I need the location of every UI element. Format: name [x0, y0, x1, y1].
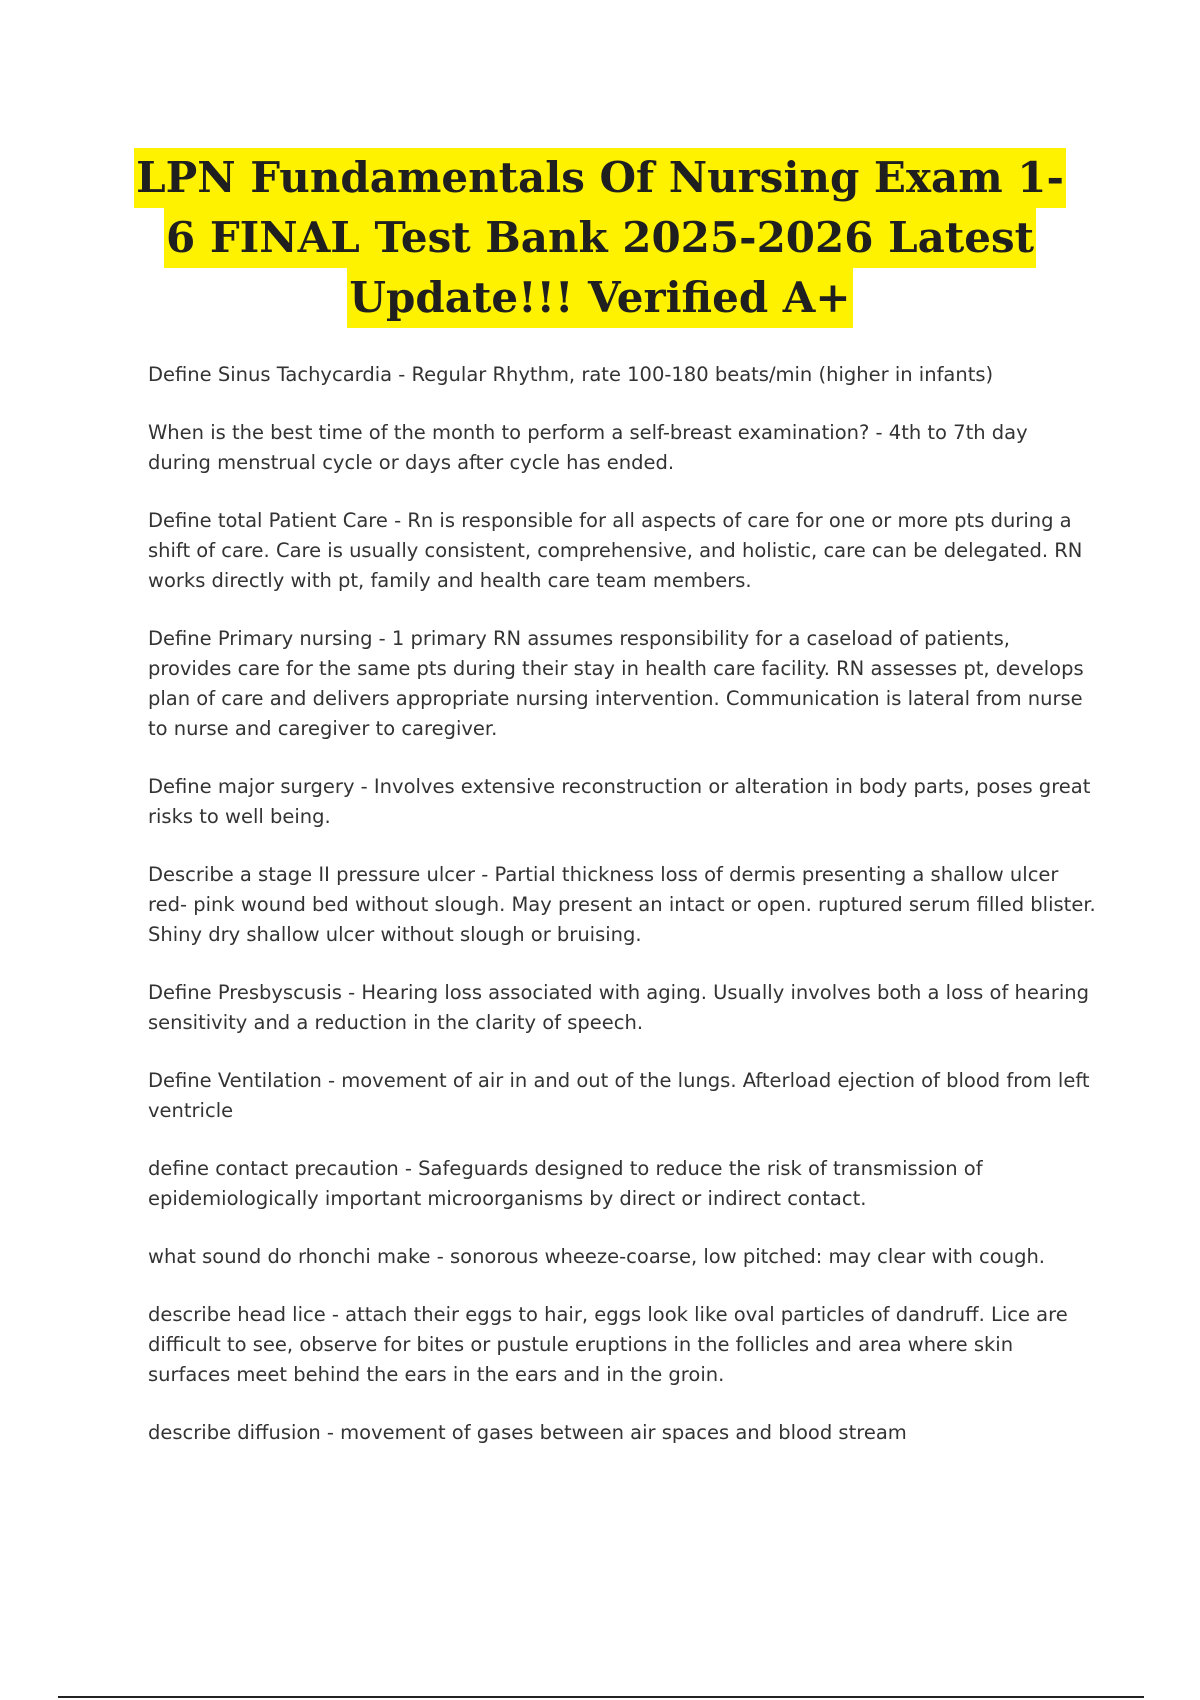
- qa-item-stage-ii-pressure-ulcer: Describe a stage II pressure ulcer - Partial thickness loss of dermis presenting a shallow ulcer red- pink wound bed without slough. May present an intact or open. ruptured serum filled blister. Shiny dry shallow ulcer without slough or bruising.: [148, 863, 1096, 946]
- qa-item-sinus-tachycardia: Define Sinus Tachycardia - Regular Rhythm, rate 100-180 beats/min (higher in infants): [148, 363, 994, 386]
- qa-item-contact-precaution: define contact precaution - Safeguards designed to reduce the risk of transmission of epidemiologically important microorganisms by direct or indirect contact.: [148, 1157, 983, 1210]
- qa-item-self-breast-exam: When is the best time of the month to perform a self-breast examination? - 4th to 7th day during menstrual cycle or days after cycle has ended.: [148, 421, 1028, 474]
- qa-item-rhonchi: what sound do rhonchi make - sonorous wheeze-coarse, low pitched: may clear with cough.: [148, 1245, 1045, 1268]
- title-line-2: 6 FINAL Test Bank 2025-2026 Latest: [164, 208, 1036, 268]
- qa-item-presbyscusis: Define Presbyscusis - Hearing loss associated with aging. Usually involves both a loss of hearing sensitivity and a reduction in the clarity of speech.: [148, 981, 1090, 1034]
- title-line-1: LPN Fundamentals Of Nursing Exam 1-: [134, 148, 1066, 208]
- page-bottom-rule: [58, 1696, 1144, 1698]
- qa-item-head-lice: describe head lice - attach their eggs to hair, eggs look like oval particles of dandruff. Lice are difficult to see, observe for bites or pustule eruptions in the follicles and area where skin surfaces meet behind the ears in the ears and in the groin.: [148, 1303, 1068, 1386]
- title-line-3: Update!!! Verified A+: [347, 268, 852, 328]
- qa-item-primary-nursing: Define Primary nursing - 1 primary RN assumes responsibility for a caseload of patients, provides care for the same pts during their stay in health care facility. RN assesses pt, develops plan of care and delivers appropriate nursing intervention. Communication is lateral from nurse to nurse and caregiver to caregiver.: [148, 627, 1084, 740]
- qa-item-diffusion: describe diffusion - movement of gases between air spaces and blood stream: [148, 1421, 907, 1444]
- document-title: [100, 148, 1100, 328]
- qa-item-ventilation: Define Ventilation - movement of air in and out of the lungs. Afterload ejection of blood from left ventricle: [148, 1069, 1090, 1122]
- question-answer-list: [148, 360, 1096, 1476]
- qa-item-total-patient-care: Define total Patient Care - Rn is responsible for all aspects of care for one or more pts during a shift of care. Care is usually consistent, comprehensive, and holistic, care can be delegated. RN works directly with pt, family and health care team members.: [148, 509, 1083, 592]
- qa-item-major-surgery: Define major surgery - Involves extensive reconstruction or alteration in body parts, poses great risks to well being.: [148, 775, 1091, 828]
